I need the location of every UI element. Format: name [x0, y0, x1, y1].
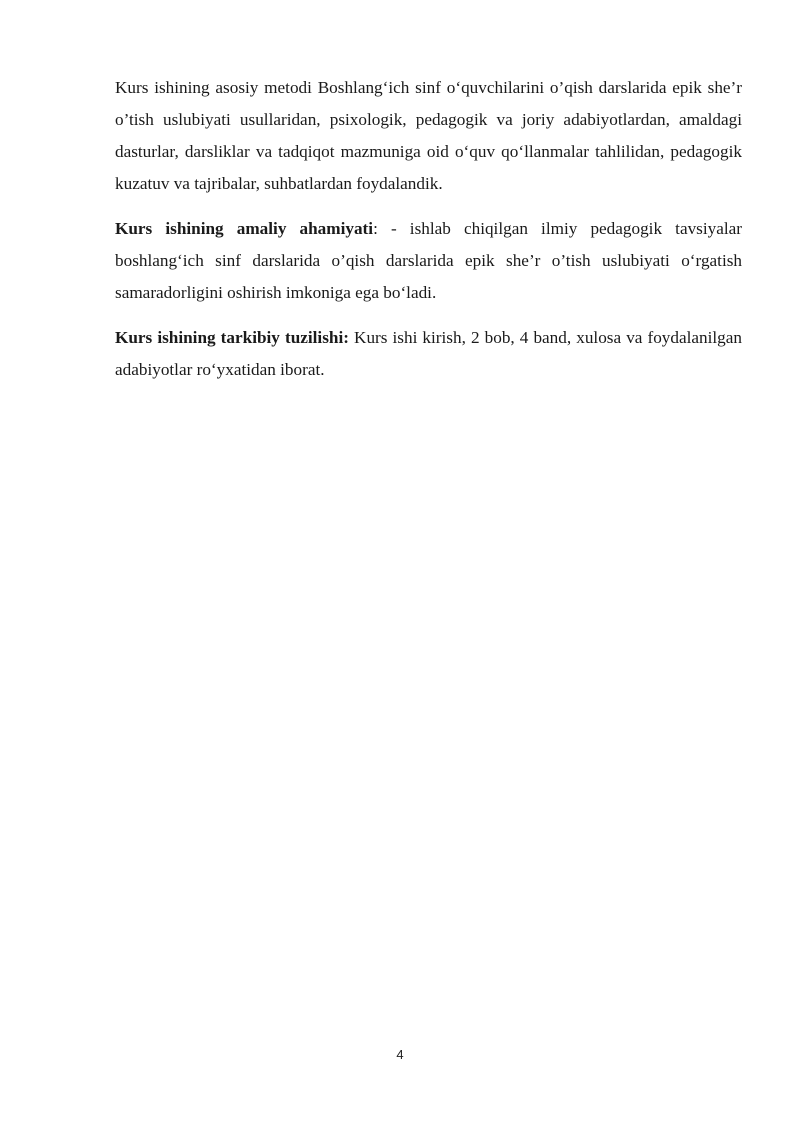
- paragraph-structure-heading: Kurs ishining tarkibiy tuzilishi:: [115, 328, 349, 347]
- paragraph-practical-significance-heading: Kurs ishining amaliy ahamiyati: [115, 219, 374, 238]
- page-number: 4: [396, 1047, 404, 1062]
- page-body: [115, 72, 742, 399]
- paragraph-structure: [115, 322, 742, 386]
- paragraph-methods: [115, 72, 742, 200]
- paragraph-practical-significance-text: : - ishlab chiqilgan ilmiy pedagogik tavsiyalar boshlang‘ich sinf darslarida o’qish darslarida epik she’r o’tish uslubiyati o‘rgatish samaradorligini oshirish imkoniga ega bo‘ladi.: [115, 219, 742, 302]
- paragraph-practical-significance: [115, 213, 742, 309]
- paragraph-structure-text: Kurs ishi kirish, 2 bob, 4 band, xulosa va foydalanilgan adabiyotlar ro‘yxatidan iborat.: [115, 328, 742, 379]
- paragraph-methods-text: Kurs ishining asosiy metodi Boshlang‘ich sinf o‘quvchilarini o’qish darslarida epik she’r o’tish uslubiyati usullaridan, psixologik, pedagogik va joriy adabiyotlardan, amaldagi dasturlar, darsliklar va tadqiqot mazmuniga oid o‘quv qo‘llanmalar tahlilidan, pedagogik kuzatuv va tajribalar, suhbatlardan foydalandik.: [115, 78, 742, 193]
